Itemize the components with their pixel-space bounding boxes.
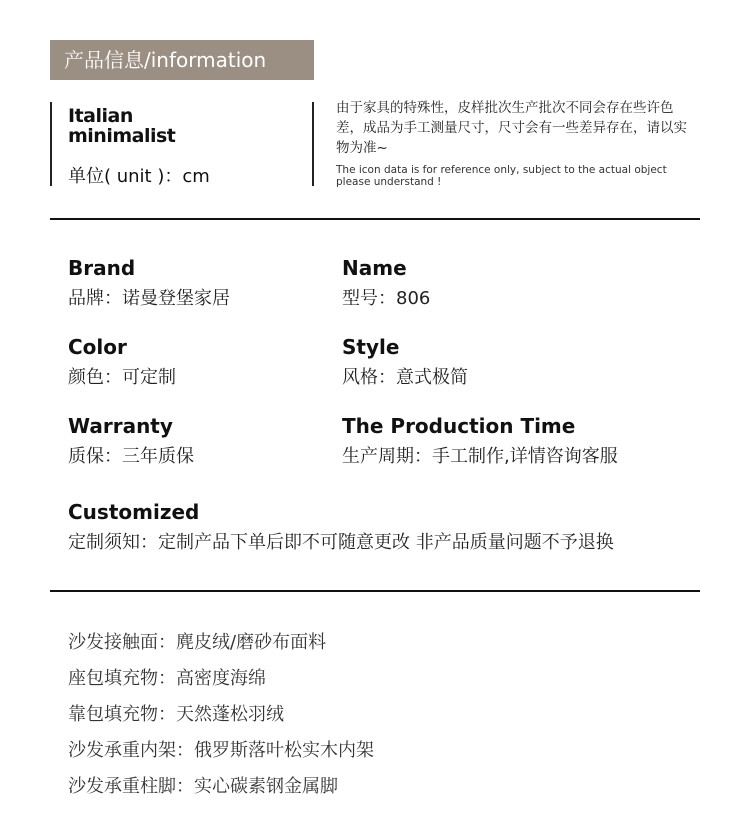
unit-label: 单位( unit )：cm [68, 166, 210, 187]
spec-label: Name [342, 256, 407, 280]
spec-production-time [342, 414, 618, 468]
material-item: 靠包填充物：天然蓬松羽绒 [68, 704, 284, 725]
material-item: 沙发承重内架：俄罗斯落叶松实木内架 [68, 740, 374, 761]
spec-brand [68, 256, 230, 310]
spec-label: Color [68, 335, 127, 359]
intro-title-line1: Italian [68, 105, 133, 127]
spec-customized [68, 500, 614, 554]
materials-list [68, 625, 374, 805]
section-header: 产品信息/information [50, 40, 314, 80]
spec-value: 品牌：诺曼登堡家居 [68, 288, 230, 309]
spec-label: Brand [68, 256, 136, 280]
spec-value: 型号：806 [342, 288, 431, 309]
spec-style [342, 335, 468, 389]
spec-name [342, 256, 430, 310]
spec-label: The Production Time [342, 414, 576, 438]
intro-title-line2: minimalist [68, 125, 176, 147]
intro-block [50, 98, 700, 188]
note-english: The icon data is for reference only, subject to the actual object please understand ! [336, 164, 667, 188]
note-chinese: 由于家具的特殊性，皮样批次生产批次不同会存在些许色差，成品为手工测量尺寸，尺寸会有一些差异存在，请以实物为准~ [336, 100, 687, 156]
spec-value: 生产周期：手工制作,详情咨询客服 [342, 446, 618, 467]
divider-bottom [50, 590, 700, 592]
spec-label: Warranty [68, 414, 173, 438]
spec-label: Customized [68, 500, 200, 524]
spec-value: 定制须知：定制产品下单后即不可随意更改 非产品质量问题不予退换 [68, 532, 614, 553]
spec-color [68, 335, 176, 389]
material-item: 沙发接触面：麂皮绒/磨砂布面料 [68, 632, 327, 653]
divider-top [50, 218, 700, 220]
material-item: 座包填充物：高密度海绵 [68, 668, 266, 689]
material-item: 沙发承重柱脚：实心碳素钢金属脚 [68, 776, 338, 797]
spec-label: Style [342, 335, 400, 359]
spec-value: 风格：意式极简 [342, 367, 468, 388]
spec-value: 颜色：可定制 [68, 367, 176, 388]
left-divider [50, 102, 52, 186]
spec-warranty [68, 414, 194, 468]
spec-value: 质保：三年质保 [68, 446, 194, 467]
intro-title [68, 106, 175, 146]
middle-divider [312, 102, 314, 186]
